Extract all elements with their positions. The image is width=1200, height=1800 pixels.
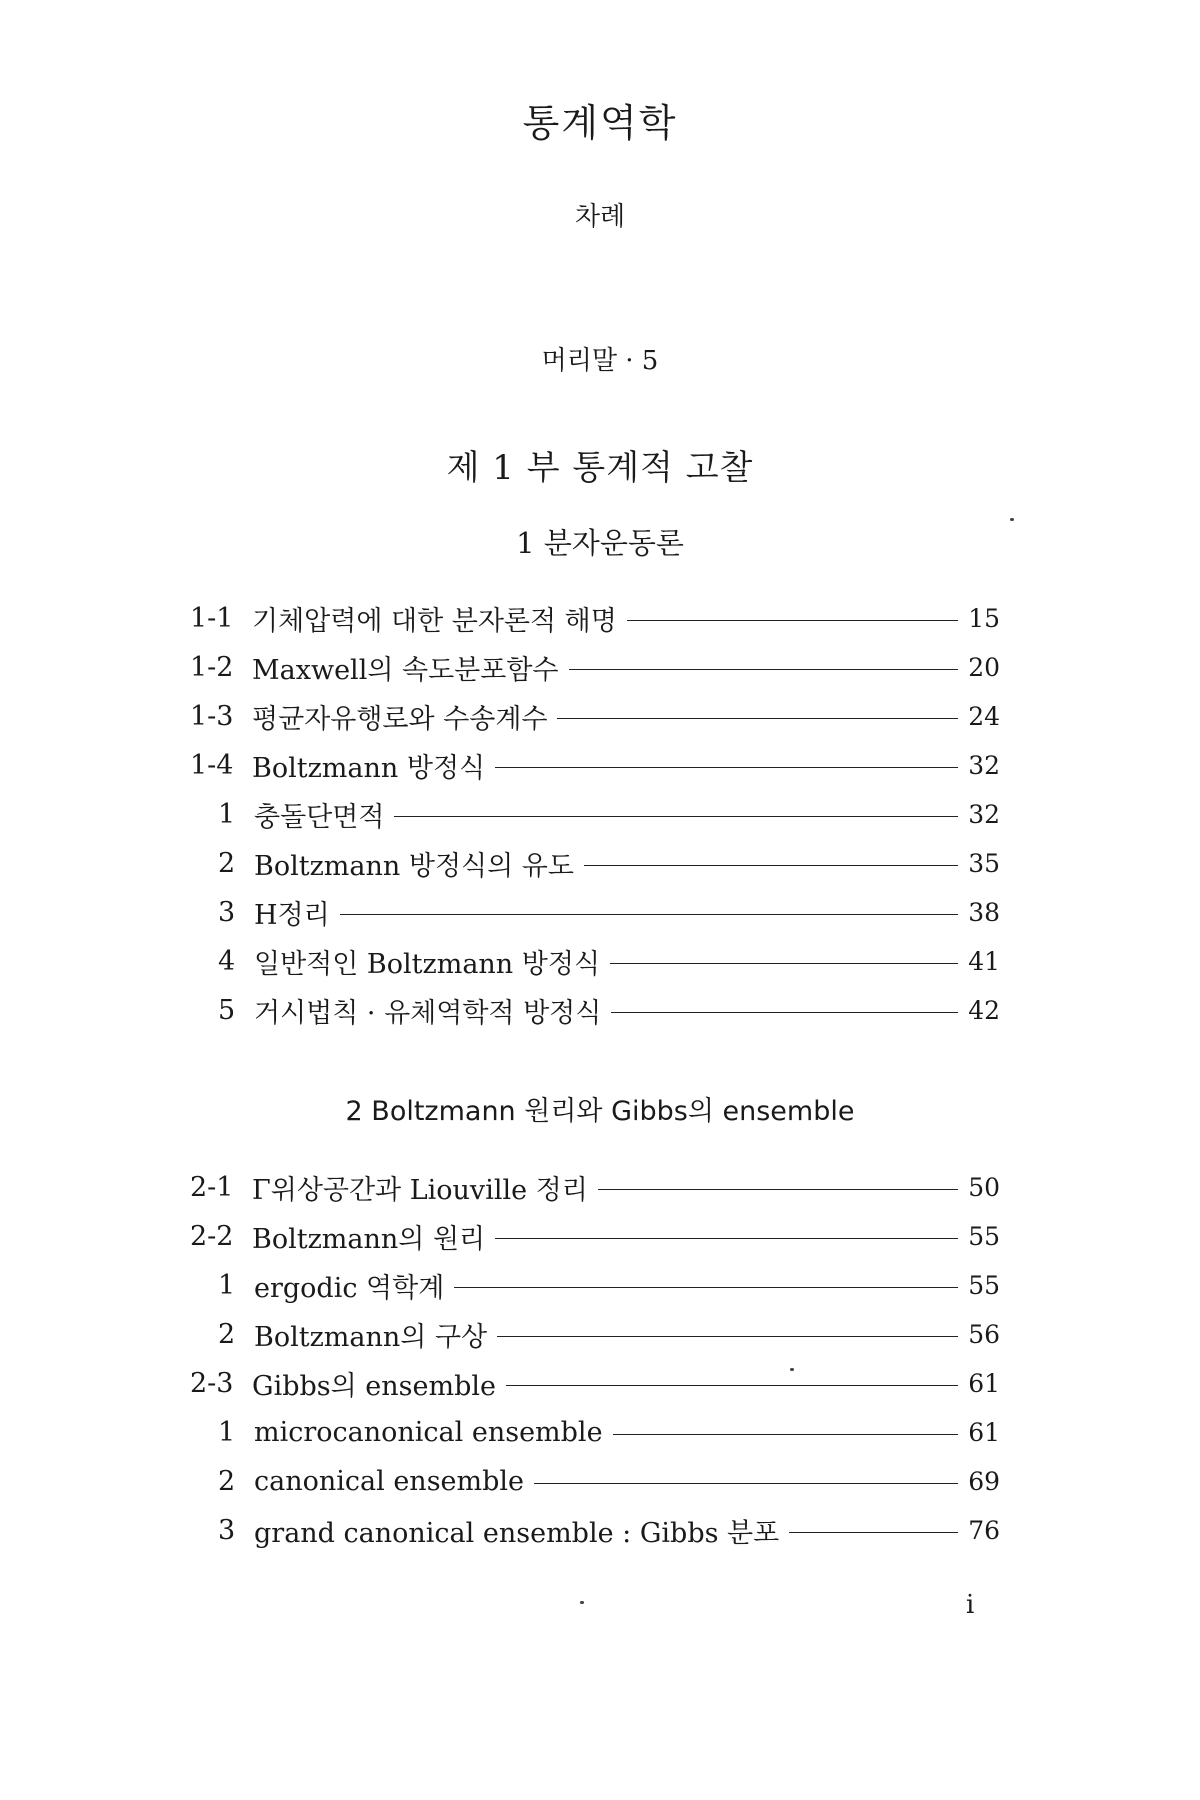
toc-subentry bbox=[190, 1312, 1000, 1356]
toc-subentry bbox=[190, 939, 1000, 983]
entry-number: 1 bbox=[218, 1269, 236, 1301]
entry-title: grand canonical ensemble : Gibbs 분포 bbox=[254, 1517, 780, 1549]
chapter-title: 1 분자운동론 bbox=[516, 526, 684, 560]
entry-number: 2-2 bbox=[190, 1220, 234, 1252]
entry-title: Gibbs의 ensemble bbox=[252, 1370, 496, 1402]
dot-leader bbox=[598, 1189, 958, 1190]
entry-title: 평균자유행로와 수송계수 bbox=[252, 703, 548, 735]
entry-page: 42 bbox=[968, 995, 1000, 1025]
print-speck bbox=[580, 1601, 584, 1604]
toc-entry bbox=[190, 1165, 1000, 1209]
toc-subentry bbox=[190, 890, 1000, 934]
entry-page: 55 bbox=[968, 1221, 1000, 1251]
entry-title: H정리 bbox=[254, 899, 330, 931]
entry-title: Γ위상공간과 Liouville 정리 bbox=[252, 1174, 588, 1206]
toc-subentry bbox=[190, 792, 1000, 836]
entry-number: 2-1 bbox=[190, 1171, 234, 1203]
entry-page: 55 bbox=[968, 1270, 1000, 1300]
entry-title: 충돌단면적 bbox=[254, 801, 385, 833]
dot-leader bbox=[584, 865, 958, 866]
entry-title: Boltzmann의 원리 bbox=[252, 1223, 486, 1255]
print-speck bbox=[1010, 518, 1014, 521]
entry-page: 20 bbox=[968, 652, 1000, 682]
dot-leader bbox=[534, 1483, 958, 1484]
entry-title: microcanonical ensemble bbox=[254, 1416, 603, 1448]
dot-leader bbox=[495, 767, 958, 768]
entry-page: 50 bbox=[968, 1172, 1000, 1202]
dot-leader bbox=[454, 1287, 958, 1288]
toc-subentry bbox=[190, 1459, 1000, 1503]
dot-leader bbox=[569, 669, 959, 670]
entry-page: 38 bbox=[968, 897, 1000, 927]
entry-number: 2-3 bbox=[190, 1367, 234, 1399]
entry-page: 35 bbox=[968, 848, 1000, 878]
preface-entry: 머리말 · 5 bbox=[541, 346, 659, 376]
page-folio: i bbox=[966, 1590, 975, 1620]
entry-number: 1-1 bbox=[190, 602, 234, 634]
toc-entry bbox=[190, 1361, 1000, 1405]
dot-leader bbox=[557, 718, 958, 719]
entry-page: 61 bbox=[968, 1368, 1000, 1398]
entry-number: 1 bbox=[218, 1416, 236, 1448]
toc-subentry bbox=[190, 1508, 1000, 1552]
entry-number: 3 bbox=[218, 1514, 236, 1546]
dot-leader bbox=[611, 1012, 958, 1013]
print-speck bbox=[790, 1368, 794, 1371]
dot-leader bbox=[497, 1336, 958, 1337]
chapter-title: 2 Boltzmann 원리와 Gibbs의 ensemble bbox=[345, 1096, 855, 1127]
entry-number: 2 bbox=[218, 847, 236, 879]
toc-subentry bbox=[190, 1410, 1000, 1454]
dot-leader bbox=[789, 1532, 958, 1533]
entry-number: 1-4 bbox=[190, 749, 234, 781]
toc-entry bbox=[190, 1214, 1000, 1258]
dot-leader bbox=[506, 1385, 958, 1386]
entry-number: 2 bbox=[218, 1318, 236, 1350]
entry-title: Boltzmann 방정식 bbox=[252, 752, 486, 784]
entry-title: Boltzmann 방정식의 유도 bbox=[254, 850, 574, 882]
entry-page: 24 bbox=[968, 701, 1000, 731]
dot-leader bbox=[627, 620, 958, 621]
entry-page: 41 bbox=[968, 946, 1000, 976]
entry-title: ergodic 역학계 bbox=[254, 1272, 445, 1304]
entry-page: 32 bbox=[968, 799, 1000, 829]
toc-heading: 차례 bbox=[574, 202, 626, 232]
entry-number: 1-3 bbox=[190, 700, 234, 732]
entry-page: 76 bbox=[968, 1515, 1000, 1545]
entry-title: 거시법칙 · 유체역학적 방정식 bbox=[254, 997, 602, 1029]
toc-subentry bbox=[190, 988, 1000, 1032]
entry-title: 기체압력에 대한 분자론적 해명 bbox=[252, 605, 617, 637]
book-title: 통계역학 bbox=[522, 101, 678, 145]
entry-page: 32 bbox=[968, 750, 1000, 780]
entry-page: 69 bbox=[968, 1466, 1000, 1496]
dot-leader bbox=[394, 816, 958, 817]
toc-subentry bbox=[190, 1263, 1000, 1307]
entry-title: canonical ensemble bbox=[254, 1465, 525, 1497]
dot-leader bbox=[613, 1434, 958, 1435]
dot-leader bbox=[495, 1238, 958, 1239]
toc-entry bbox=[190, 645, 1000, 689]
entry-page: 15 bbox=[968, 603, 1000, 633]
dot-leader bbox=[340, 914, 958, 915]
toc-entry bbox=[190, 743, 1000, 787]
toc-entry bbox=[190, 694, 1000, 738]
entry-title: Maxwell의 속도분포함수 bbox=[252, 654, 559, 686]
entry-number: 5 bbox=[218, 994, 236, 1026]
entry-number: 2 bbox=[218, 1465, 236, 1497]
entry-number: 4 bbox=[218, 945, 236, 977]
entry-page: 61 bbox=[968, 1417, 1000, 1447]
dot-leader bbox=[610, 963, 958, 964]
entry-page: 56 bbox=[968, 1319, 1000, 1349]
entry-title: Boltzmann의 구상 bbox=[254, 1321, 488, 1353]
toc-entry bbox=[190, 596, 1000, 640]
entry-number: 1 bbox=[218, 798, 236, 830]
entry-title: 일반적인 Boltzmann 방정식 bbox=[254, 948, 601, 980]
entry-number: 1-2 bbox=[190, 651, 234, 683]
part-title: 제 1 부 통계적 고찰 bbox=[446, 448, 754, 488]
entry-number: 3 bbox=[218, 896, 236, 928]
toc-subentry bbox=[190, 841, 1000, 885]
